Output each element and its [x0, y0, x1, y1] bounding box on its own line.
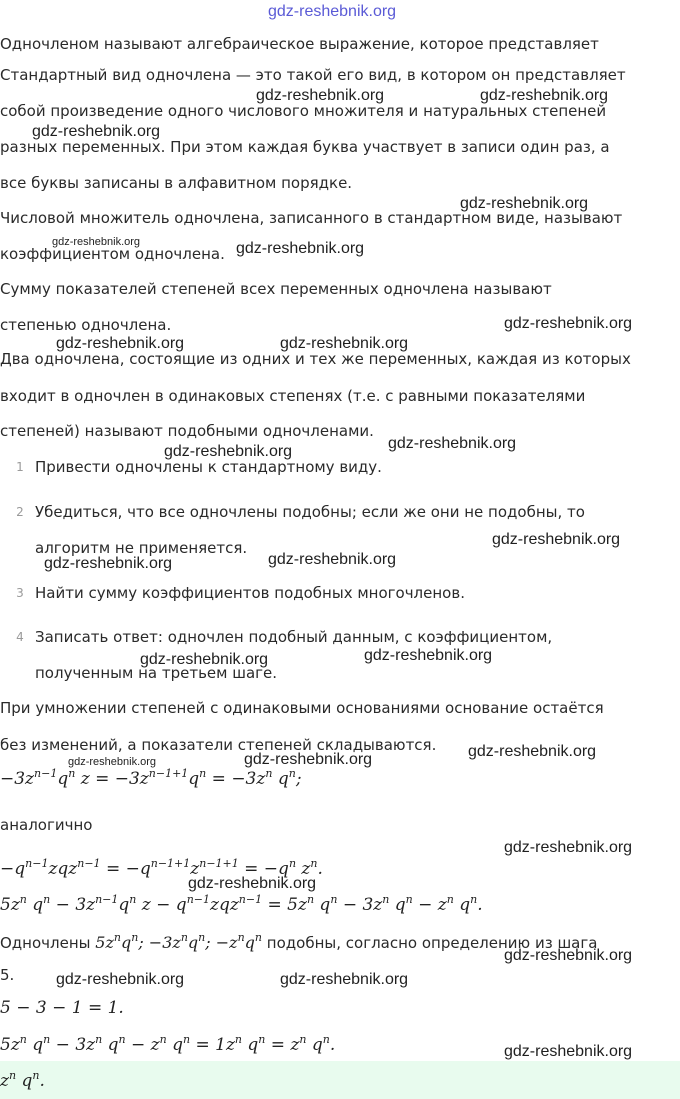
watermark: gdz-reshebnik.org [460, 195, 589, 212]
watermark: gdz-reshebnik.org [56, 335, 185, 352]
standard-form-line-3: разных переменных. При этом каждая буква участвует в записи один раз, а [0, 138, 610, 156]
watermark: gdz-reshebnik.org [32, 123, 161, 140]
step-number: 1 [16, 460, 24, 474]
coefficient-line-1: Числовой множитель одночлена, записанного в стандартном виде, называют [0, 209, 623, 227]
step-reference: 5. [0, 966, 15, 984]
watermark: gdz-reshebnik.org [188, 875, 317, 892]
similar-line-2: входит в одночлен в одинаковых степенях (т.е. с равными показателями [0, 387, 586, 405]
monomial-definition: Одночленом называют алгебраическое выражение, которое представляет [0, 35, 599, 53]
coefficient-sum: 5 − 3 − 1 = 1. [0, 998, 124, 1018]
watermark: gdz-reshebnik.org [504, 315, 633, 332]
equation-3: $5z^n$ $q^n - 3z^{n-1}q^n$ $z - q^{n-1}zqz^{n-1} = 5z^n$ $q^n - 3z^n$ $q^n - z^n$ $q^n$. [0, 893, 483, 915]
watermark: gdz-reshebnik.org [504, 839, 633, 856]
watermark: gdz-reshebnik.org [468, 743, 597, 760]
coefficient-line-2: коэффициентом одночлена. [0, 245, 225, 263]
degree-line-1: Сумму показателей степеней всех переменных одночлена называют [0, 280, 552, 298]
equation-1: $-3z^{n-1}q^n$ $z = -3z^{n-1+1}q^n = -3z^n$ $q^n$; [0, 767, 302, 789]
watermark: gdz-reshebnik.org [504, 947, 633, 964]
standard-form-line-2: собой произведение одного числового множителя и натуральных степеней [0, 102, 607, 120]
watermark: gdz-reshebnik.org [364, 647, 493, 664]
watermark: gdz-reshebnik.org [44, 555, 173, 572]
power-rule-line-1: При умножении степеней с одинаковыми основаниями основание остаётся [0, 699, 604, 717]
equation-4: $5z^n$ $q^n - 3z^n$ $q^n - z^n$ $q^n = 1z^n$ $q^n = z^n$ $q^n$. [0, 1033, 336, 1055]
similar-line-3: степеней) называют подобными одночленами. [0, 422, 374, 440]
watermark: gdz-reshebnik.org [388, 435, 517, 452]
step-number: 2 [16, 505, 24, 519]
standard-form-line-1: Стандартный вид одночлена — это такой его вид, в котором он представляет [0, 66, 626, 84]
similar-suffix: подобны, согласно определению из шага [266, 934, 598, 952]
similar-prefix: Одночлены [0, 934, 91, 952]
step-text: Записать ответ: одночлен подобный данным, с коэффициентом, [35, 628, 553, 646]
step-number: 3 [16, 586, 24, 600]
watermark: gdz-reshebnik.org [480, 87, 609, 104]
watermark: gdz-reshebnik.org [256, 87, 385, 104]
watermark: gdz-reshebnik.org [52, 236, 141, 248]
analogously-label: аналогично [0, 816, 93, 834]
watermark: gdz-reshebnik.org [268, 551, 397, 568]
final-answer: $z^n$ $q^n$. [0, 1069, 45, 1091]
step-number: 4 [16, 630, 24, 644]
watermark: gdz-reshebnik.org [280, 335, 409, 352]
equation-2: $-q^{n-1}zqz^{n-1} = -q^{n-1+1}z^{n-1+1} = -q^n$ $z^n$. [0, 857, 323, 879]
watermark: gdz-reshebnik.org [164, 443, 293, 460]
watermark: gdz-reshebnik.org [244, 751, 373, 768]
similar-monomials-math: $5z^nq^n$; $-3z^nq^n$; $-z^nq^n$ [95, 931, 263, 952]
step-text: Привести одночлены к стандартному виду. [35, 458, 382, 476]
header-site-link[interactable]: gdz-reshebnik.org [268, 3, 397, 20]
similar-line-1: Два одночлена, состоящие из одних и тех же переменных, каждая из которых [0, 350, 631, 368]
degree-line-2: степенью одночлена. [0, 316, 172, 334]
watermark: gdz-reshebnik.org [492, 531, 621, 548]
step-text: алгоритм не применяется. [35, 539, 248, 557]
watermark: gdz-reshebnik.org [236, 240, 365, 257]
answer-box [0, 1061, 680, 1099]
power-rule-line-2: без изменений, а показатели степеней складываются. [0, 736, 437, 754]
step-text: полученным на третьем шаге. [35, 664, 278, 682]
step-text: Убедиться, что все одночлены подобны; если же они не подобны, то [35, 503, 585, 521]
step-text: Найти сумму коэффициентов подобных многочленов. [35, 584, 465, 602]
watermark: gdz-reshebnik.org [140, 651, 269, 668]
standard-form-line-4: все буквы записаны в алфавитном порядке. [0, 174, 353, 192]
watermark: gdz-reshebnik.org [504, 1043, 633, 1060]
watermark: gdz-reshebnik.org [68, 756, 157, 768]
watermark: gdz-reshebnik.org [56, 971, 185, 988]
watermark: gdz-reshebnik.org [280, 971, 409, 988]
